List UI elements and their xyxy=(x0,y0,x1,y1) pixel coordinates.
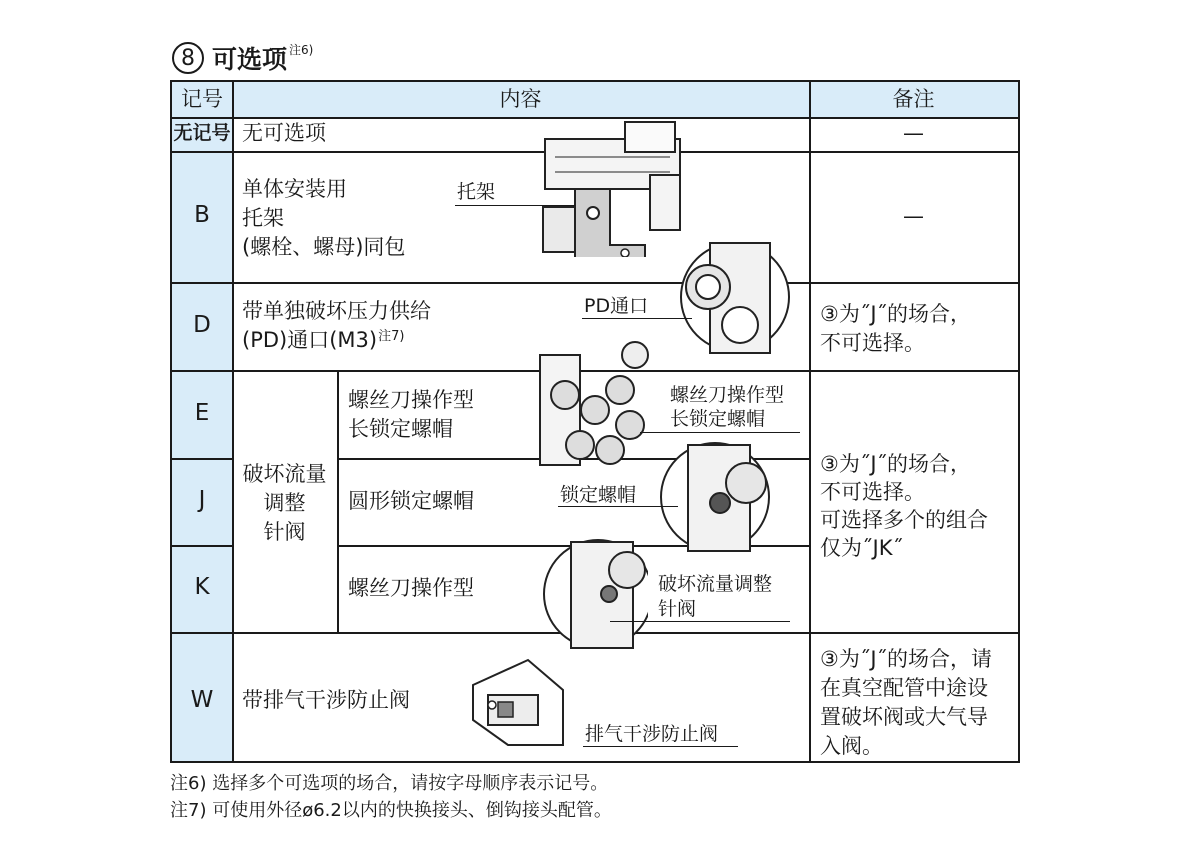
header-code: 记号 xyxy=(181,87,223,111)
row-b-code: B xyxy=(194,202,210,228)
callout-lock-nut-line xyxy=(558,506,678,507)
row-w-code: W xyxy=(190,687,214,713)
section-title-text: 可选项 xyxy=(212,45,288,74)
row-none-content: 无可选项 xyxy=(242,121,326,145)
row-b-line2: 托架 xyxy=(242,206,284,230)
row-d-remark-1: ③为˝J˝的场合， xyxy=(820,302,972,326)
callout-pd-port-line xyxy=(582,318,692,319)
row-none-code: 无记号 xyxy=(173,122,231,144)
row-w-remark-2: 在真空配管中途设 xyxy=(820,676,988,700)
section-number: 8 xyxy=(172,42,204,74)
callout-pd-port: PD通口 xyxy=(584,295,649,317)
row-d-code: D xyxy=(193,312,211,338)
row-b-line3: (螺栓、螺母)同包 xyxy=(242,235,406,259)
callout-lock-nut: 锁定螺帽 xyxy=(560,484,637,506)
callout-exhaust-valve-line xyxy=(583,746,738,747)
group-ejk-label-2: 调整 xyxy=(263,491,306,515)
row-w-content: 带排气干涉防止阀 xyxy=(242,688,410,712)
row-d-line2-text: (PD)通口(M3) xyxy=(242,328,378,352)
row-e-line2: 长锁定螺帽 xyxy=(348,417,453,441)
row-k-content: 螺丝刀操作型 xyxy=(348,576,474,600)
exhaust-check-valve-illustration xyxy=(468,650,568,750)
footnote-6: 注6) 选择多个可选项的场合，请按字母顺序表示记号。 xyxy=(170,773,609,794)
footnotes xyxy=(170,770,612,824)
row-k-code: K xyxy=(194,574,210,600)
row-j-code: J xyxy=(198,487,206,513)
row-b-line1: 单体安装用 xyxy=(242,177,347,201)
header-content: 内容 xyxy=(499,87,542,111)
lock-nut-illustration xyxy=(660,435,770,560)
group-ejk-label-1: 破坏流量 xyxy=(242,462,327,486)
row-w-remark-3: 置破坏阀或大气导 xyxy=(820,705,988,729)
group-ejk-remark-1: ③为˝J˝的场合， xyxy=(820,452,972,476)
row-w-remark-1: ③为˝J˝的场合，请 xyxy=(820,647,993,671)
callout-exhaust-valve: 排气干涉防止阀 xyxy=(585,723,719,745)
callout-needle-valve-2: 针阀 xyxy=(658,598,697,620)
section-title xyxy=(172,38,313,78)
group-ejk-remark-2: 不可选择。 xyxy=(820,480,925,504)
group-ejk-label-3: 针阀 xyxy=(263,520,306,544)
callout-needle-valve-line xyxy=(610,621,790,622)
row-w-remark-4: 入阀。 xyxy=(820,734,883,758)
callout-screwdriver-1: 螺丝刀操作型 xyxy=(670,384,785,406)
row-d-line1: 带单独破坏压力供给 xyxy=(242,299,431,323)
callout-bracket-line xyxy=(455,205,575,206)
row-d-line2 xyxy=(242,326,404,358)
row-b-remark: — xyxy=(903,204,924,228)
header-remarks: 备注 xyxy=(892,87,935,111)
bracket-illustration xyxy=(535,117,695,257)
callout-needle-valve-1: 破坏流量调整 xyxy=(658,573,773,595)
needle-valve-illustration xyxy=(543,532,648,657)
section-title-note: 注6) xyxy=(289,42,314,57)
callout-screwdriver-line xyxy=(640,432,800,433)
callout-bracket: 托架 xyxy=(457,181,496,203)
row-e-code: E xyxy=(194,400,210,426)
row-e-line1: 螺丝刀操作型 xyxy=(348,388,474,412)
group-ejk-remark-4: 仅为˝JK˝ xyxy=(820,536,903,560)
pd-port-illustration xyxy=(680,235,790,360)
footnote-7: 注7) 可使用外径ø6.2以内的快换接头、倒钩接头配管。 xyxy=(170,800,612,821)
row-d-note: 注7) xyxy=(378,329,405,344)
group-ejk-remark-3: 可选择多个的组合 xyxy=(820,508,988,532)
row-none-remark: — xyxy=(903,121,924,145)
callout-screwdriver-2: 长锁定螺帽 xyxy=(670,408,766,430)
row-j-content: 圆形锁定螺帽 xyxy=(348,489,474,513)
row-d-remark-2: 不可选择。 xyxy=(820,331,925,355)
screwdriver-nut-illustration xyxy=(535,335,665,475)
